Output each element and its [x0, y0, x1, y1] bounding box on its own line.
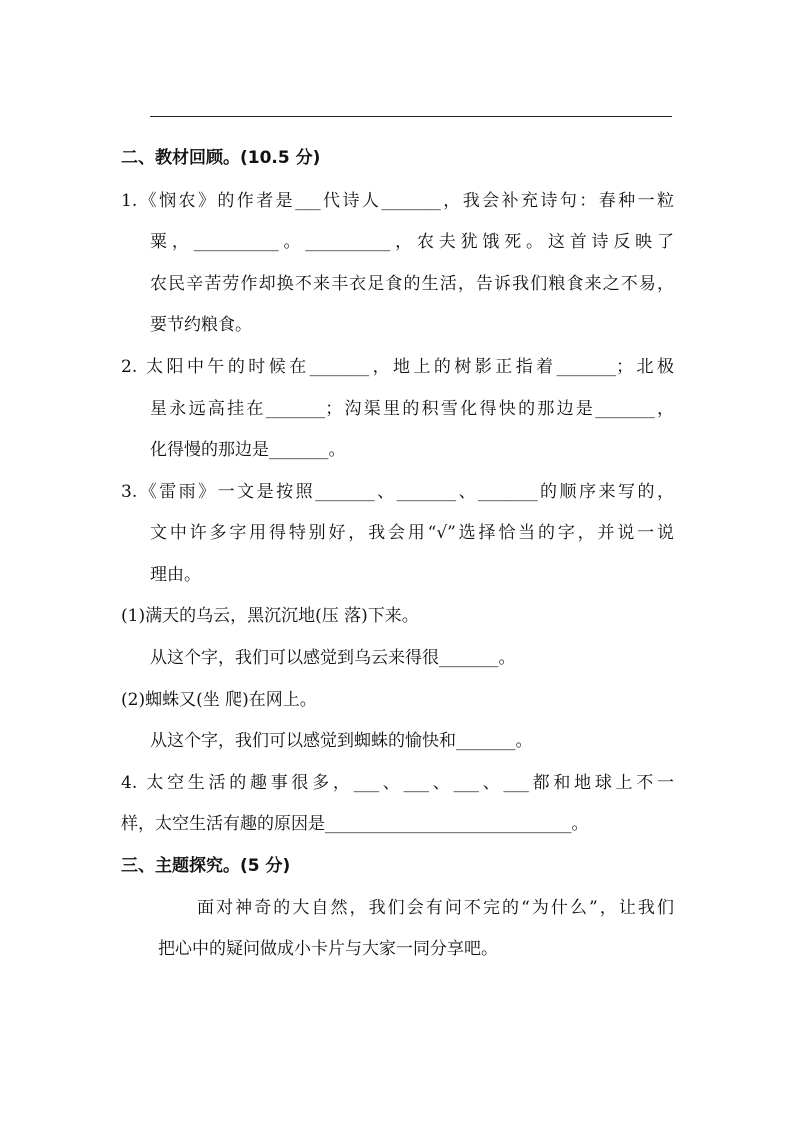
q1-line-4: 要节约粮食。	[150, 315, 252, 335]
q3-sub-1: (1)满天的乌云，黑沉沉地(压 落)下来。	[121, 606, 419, 626]
section-3-heading: 三、主题探究。(5 分)	[121, 856, 291, 876]
q4-line-1: 4. 太空生活的趣事很多，___、___、___、___都和地球上不一	[121, 773, 674, 793]
q3-line-1: 3.《雷雨》一文是按照_______、_______、_______的顺序来写的，	[121, 482, 674, 502]
q3-sub-1-answer: 从这个字，我们可以感觉到乌云来得很_______。	[150, 648, 516, 668]
q3-line-2: 文中许多字用得特别好，我会用“√”选择恰当的字，并说一说	[150, 523, 674, 543]
q1-line-3: 农民辛苦劳作却换不来丰衣足食的生活，告诉我们粮食来之不易，	[150, 274, 674, 294]
q2-line-3: 化得慢的那边是_______。	[150, 440, 346, 460]
q3-sub-2: (2)蜘蛛又(坐 爬)在网上。	[121, 690, 317, 710]
section-3-line-1: 面对神奇的大自然，我们会有问不完的“为什么”，让我们	[197, 898, 674, 918]
q1-line-2: 粟，__________。__________，农夫犹饿死。这首诗反映了	[150, 232, 674, 252]
q3-sub-2-answer: 从这个字，我们可以感觉到蜘蛛的愉快和_______。	[150, 731, 533, 751]
q1-line-1: 1.《悯农》的作者是___代诗人_______，我会补充诗句：春种一粒	[121, 191, 674, 211]
q2-line-1: 2. 太阳中午的时候在_______，地上的树影正指着_______；北极	[121, 357, 674, 377]
section-2-heading: 二、教材回顾。(10.5 分)	[121, 148, 321, 168]
answer-line	[150, 116, 672, 117]
q4-line-2: 样，太空生活有趣的原因是_____________________________。	[121, 814, 589, 834]
section-3-line-2: 把心中的疑问做成小卡片与大家一同分享吧。	[158, 939, 498, 959]
q3-line-3: 理由。	[150, 565, 201, 585]
q2-line-2: 星永远高挂在_______；沟渠里的积雪化得快的那边是_______，	[150, 399, 674, 419]
